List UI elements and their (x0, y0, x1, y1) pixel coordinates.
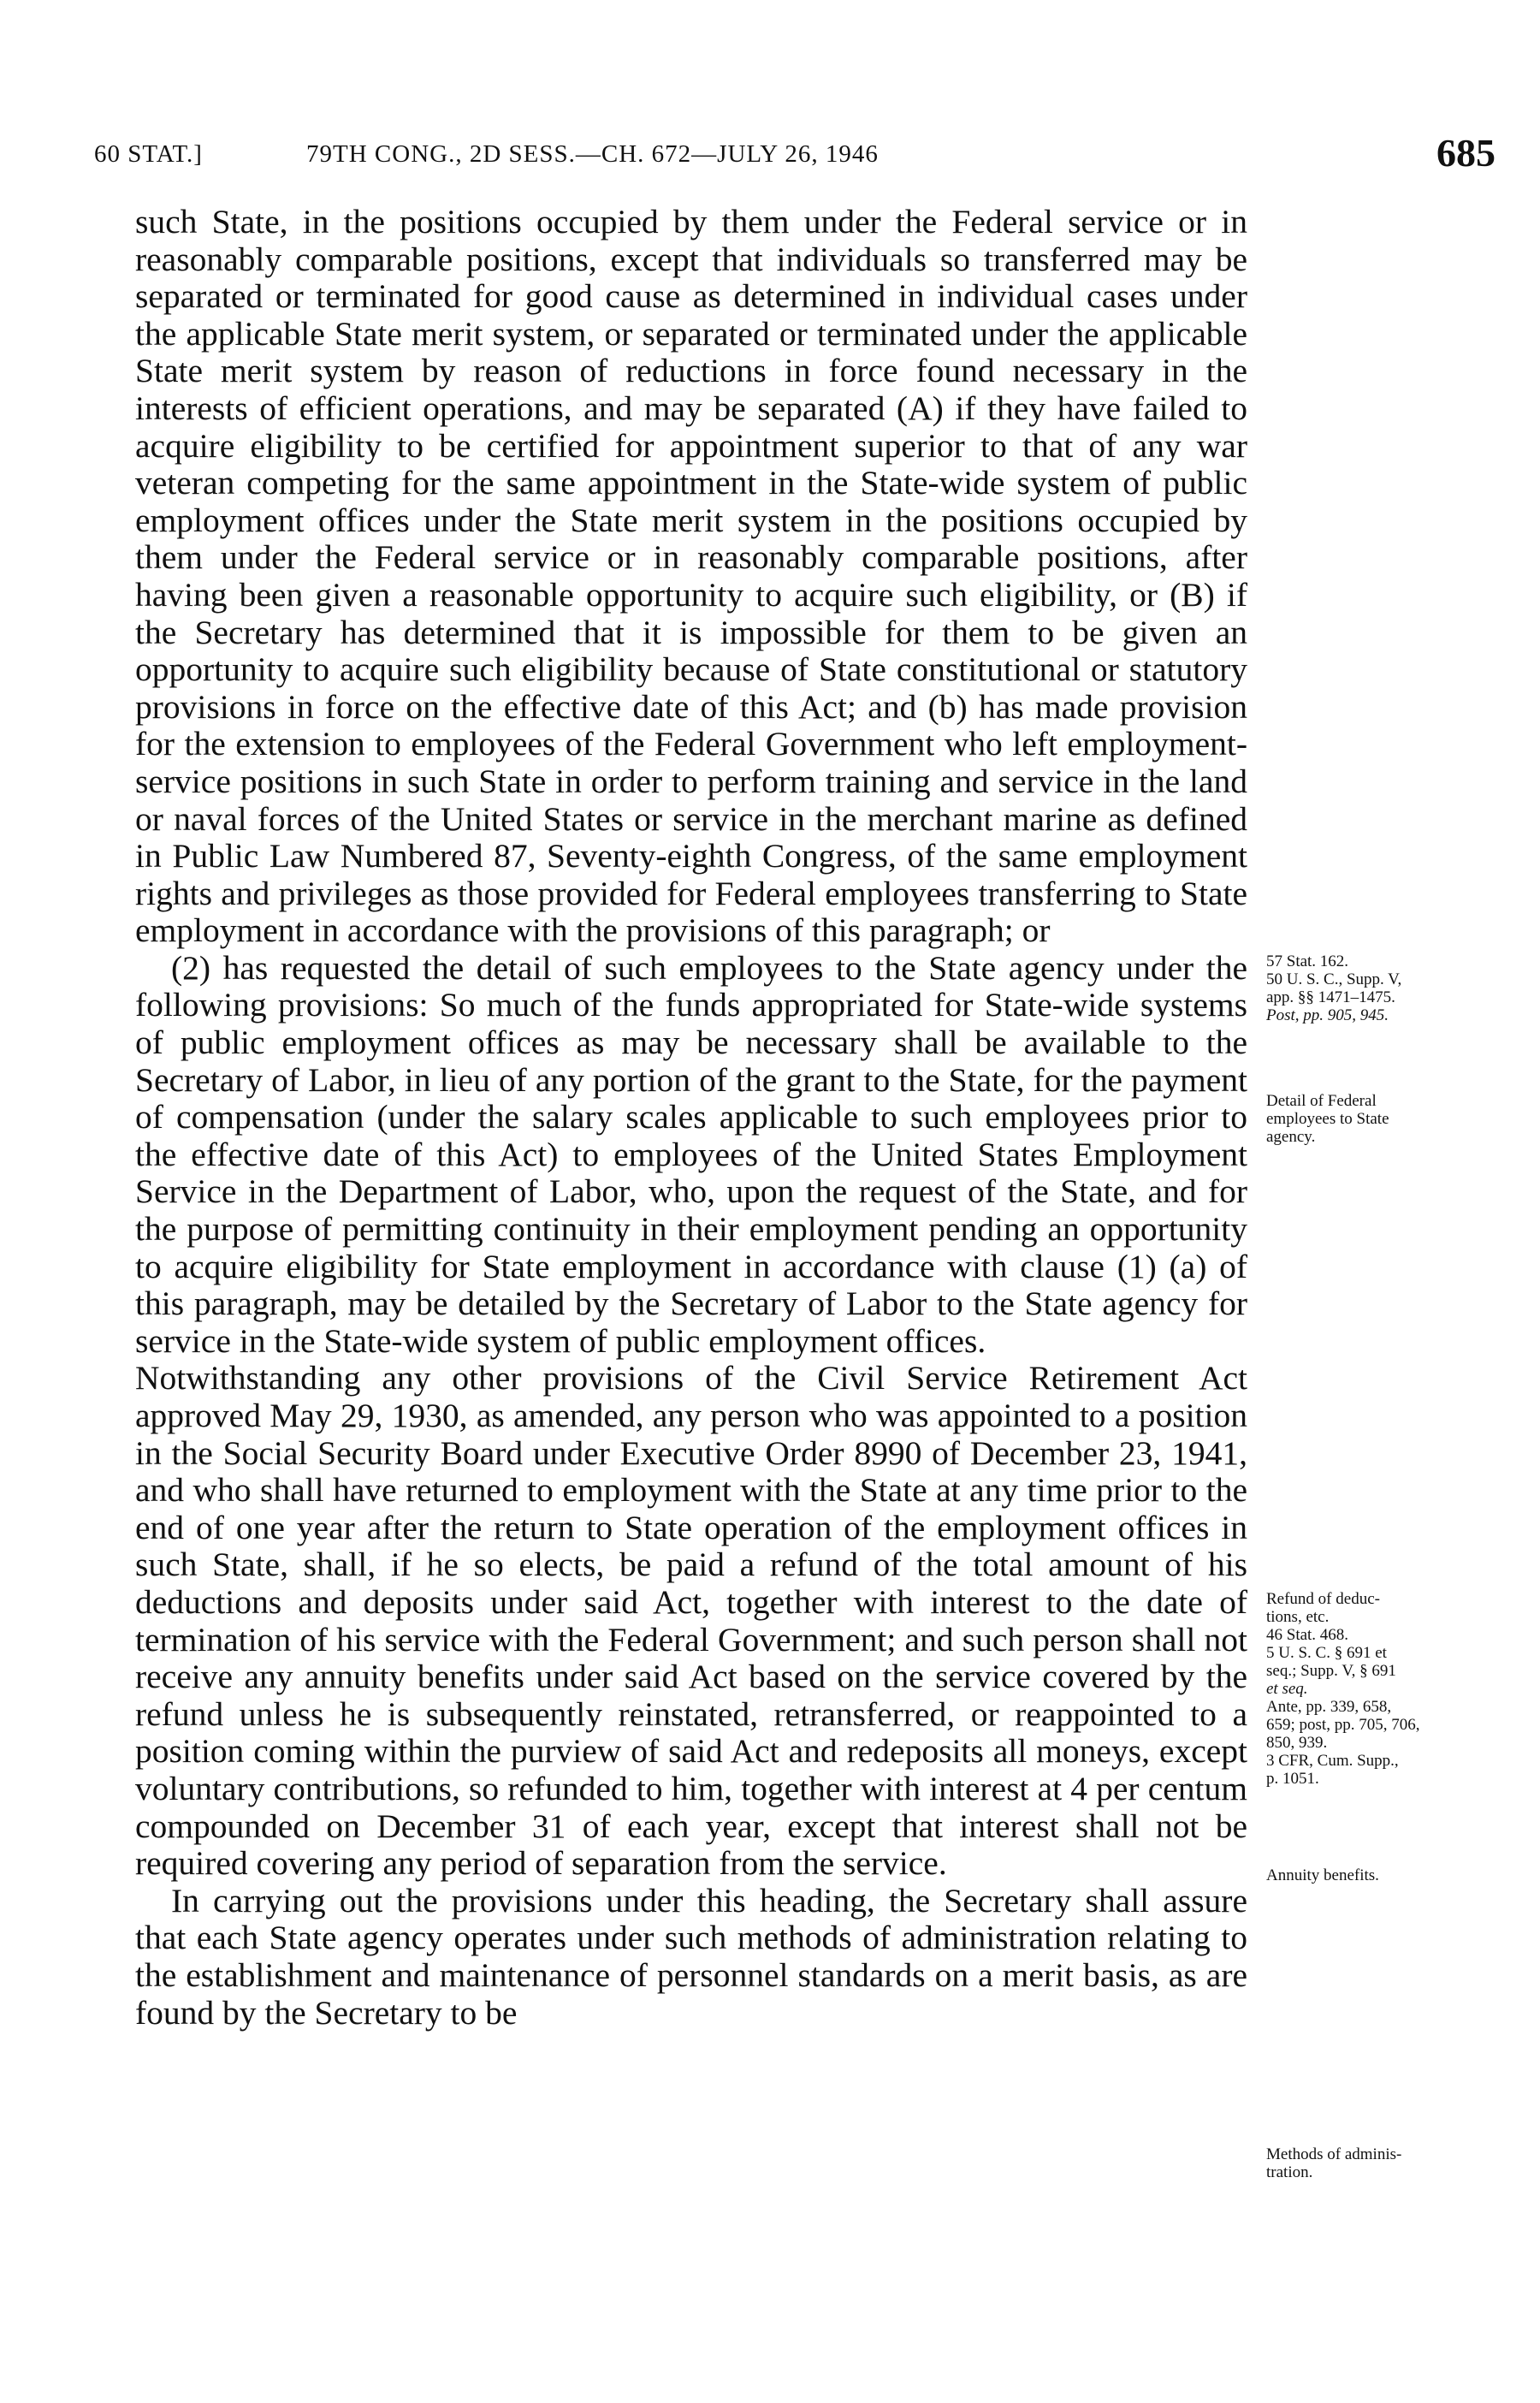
margin-line: app. §§ 1471–1475. (1266, 988, 1395, 1006)
congress-session-date: 79TH CONG., 2D SESS.—CH. 672—JULY 26, 1946 (306, 140, 879, 168)
page-number: 685 (1436, 131, 1496, 175)
margin-line: Detail of Federal (1266, 1092, 1377, 1110)
margin-line: Annuity benefits. (1266, 1866, 1379, 1884)
margin-line: et seq. (1266, 1680, 1308, 1698)
margin-line: employees to State (1266, 1110, 1389, 1128)
margin-line: p. 1051. (1266, 1770, 1319, 1788)
margin-line: 659; post, pp. 705, 706, (1266, 1716, 1420, 1734)
margin-line: 850, 939. (1266, 1734, 1328, 1752)
margin-line: tions, etc. (1266, 1608, 1330, 1626)
margin-note-methods (1266, 2145, 1523, 2181)
margin-line: Post, pp. 905, 945. (1266, 1006, 1389, 1024)
margin-line: Methods of adminis- (1266, 2145, 1402, 2163)
paragraph-continuation: such State, in the positions occupied by them under the Federal service or in reasonably comparable positions, except that individuals so transferred may be separated or terminated for good cause as determined in individual cases under the applicable State merit system, or separated or terminated under the applicable State merit system by reason of reductions in force found necessary in the interests of efficient operations, and may be separated (A) if they have failed to acquire eligibility to be certified for appointment superior to that of any war veteran competing for the same appointment in the State-wide system of public employment offices under the State merit system in the positions occupied by them under the Federal service or in reasonably comparable positions, after having been given a reasonable opportunity to acquire such eligibility, or (B) if the Secretary has determined that it is impossible for them to be given an opportunity to acquire such eligibility because of State constitutional or statutory provisions in force on the effective date of this Act; and (b) has made provision for the extension to employees of the Federal Government who left employment-service positions in such State in order to perform training and service in the land or naval forces of the United States or service in the merchant marine as defined in Public Law Numbered 87, Seventy-eighth Congress, of the same employment rights and privileges as those provided for Federal employees transferring to State employment in accordance with the provisions of this paragraph; or (135, 203, 1247, 950)
main-text (135, 204, 1247, 2032)
margin-line: 5 U. S. C. § 691 et (1266, 1644, 1387, 1662)
margin-line: tration. (1266, 2163, 1313, 2181)
statute-volume: 60 STAT.] (94, 140, 203, 168)
margin-line: 50 U. S. C., Supp. V, (1266, 970, 1402, 988)
margin-note-annuity (1266, 1866, 1523, 1884)
margin-line: agency. (1266, 1128, 1316, 1146)
margin-line: 3 CFR, Cum. Supp., (1266, 1752, 1399, 1770)
margin-note-refund (1266, 1590, 1523, 1788)
margin-line: seq.; Supp. V, § 691 (1266, 1662, 1396, 1680)
margin-line: Ante, pp. 339, 658, (1266, 1698, 1392, 1716)
paragraph-methods: In carrying out the provisions under this heading, the Secretary shall assure that each State agency operates under such methods of administration relating to the establishment and maintenance of personnel standards on a merit basis, as are found by the Secretary to be (135, 1881, 1247, 2032)
margin-line: Refund of deduc- (1266, 1590, 1380, 1608)
margin-citation-stat-162 (1266, 952, 1523, 1024)
margin-line: 46 Stat. 468. (1266, 1626, 1349, 1644)
margin-note-detail (1266, 1092, 1523, 1146)
paragraph-refund: Notwithstanding any other provisions of the Civil Service Retirement Act approved May 29, 1930, as amended, any person who was appointed to a position in the Social Security Board under Executive Order 8990 of December 23, 1941, and who shall have returned to employment with the State at any time prior to the end of one year after the return to State operation of the employment offices in such State, shall, if he so elects, be paid a refund of the total amount of his deductions and deposits under said Act, together with interest to the date of termination of his service with the Federal Government; and such person shall not receive any annuity benefits under said Act based on the service covered by the refund unless he is subsequently reinstated, retransferred, or reappointed to a position coming within the purview of said Act and redeposits all moneys, except voluntary contributions, so refunded to him, together with interest at 4 per centum compounded on December 31 of each year, except that interest shall not be required covering any period of separation from the service. (135, 1359, 1247, 1883)
margin-line: 57 Stat. 162. (1266, 952, 1349, 970)
paragraph-detail-provisions: (2) has requested the detail of such employees to the State agency under the following provisions: So much of the funds appropriated for State-wide systems of public employment offices as may be necessary shall be available to the Secretary of Labor, in lieu of any portion of the grant to the State, for the payment of compensation (under the salary scales applicable to such employees prior to the effective date of this Act) to employees of the United States Employment Service in the Department of Labor, who, upon the request of the State, and for the purpose of permitting continuity in their employment pending an opportunity to acquire eligibility for State employment in accordance with clause (1) (a) of this paragraph, may be detailed by the Secretary of Labor to the State agency for service in the State-wide system of public employment offices. (135, 948, 1247, 1360)
running-header (94, 131, 1506, 178)
